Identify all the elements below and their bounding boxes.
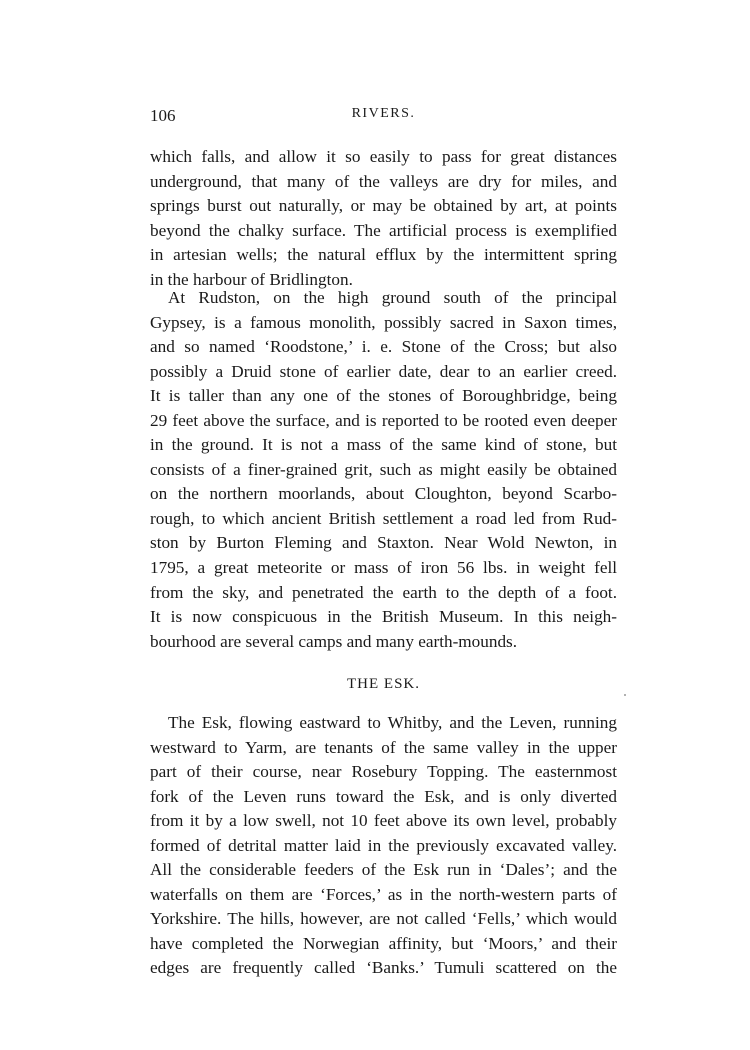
text-line: fork of the Leven runs toward the Esk, and is only diverted (150, 786, 617, 806)
text-line: springs burst out naturally, or may be obtained by art, at points (150, 196, 617, 216)
text-line: in the ground. It is not a mass of the same kind of stone, but (150, 435, 617, 455)
running-title: RIVERS. (351, 106, 416, 121)
text-line: beyond the chalky surface. The artificial process is exemplified (150, 220, 617, 240)
text-line: It is now conspicuous in the British Museum. In this neigh- (150, 607, 617, 627)
running-head (150, 106, 617, 128)
text-line: and so named ‘Roodstone,’ i. e. Stone of the Cross; but also (150, 337, 617, 357)
text-line: on the northern moorlands, about Cloughton, beyond Scarbo- (150, 484, 617, 504)
text-line: waterfalls on them are ‘Forces,’ as in the north-western parts of (150, 884, 617, 904)
text-line: formed of detrital matter laid in the previously excavated valley. (150, 835, 617, 855)
text-line: bourhood are several camps and many earth-mounds. (150, 631, 518, 651)
text-line: 29 feet above the surface, and is reported to be rooted even deeper (150, 410, 617, 430)
text-line: Yorkshire. The hills, however, are not called ‘Fells,’ which would (150, 909, 617, 929)
text-line: consists of a finer-grained grit, such as might easily be obtained (150, 459, 617, 479)
text-line: At Rudston, on the high ground south of the principal (168, 288, 617, 307)
text-line: which falls, and allow it so easily to pass for great distances (150, 147, 617, 166)
section-heading: THE ESK. (347, 676, 420, 692)
text-line: rough, to which ancient British settlement a road led from Rud- (150, 508, 617, 528)
paper-speck (624, 694, 626, 696)
text-line: part of their course, near Rosebury Topping. The easternmost (150, 762, 617, 782)
text-line: in the harbour of Bridlington. (150, 269, 353, 289)
text-line: westward to Yarm, are tenants of the same valley in the upper (150, 737, 617, 757)
paragraph-esk (150, 711, 617, 981)
text-line: have completed the Norwegian affinity, but ‘Moors,’ and their (150, 933, 617, 953)
text-line: from it by a low swell, not 10 feet above its own level, probably (150, 811, 617, 831)
text-line: It is taller than any one of the stones of Boroughbridge, being (150, 386, 617, 406)
page-number: 106 (150, 106, 176, 125)
text-line: underground, that many of the valleys are dry for miles, and (150, 171, 617, 191)
text-line: All the considerable feeders of the Esk run in ‘Dales’; and the (150, 860, 617, 880)
text-line: from the sky, and penetrated the earth to the depth of a foot. (150, 582, 617, 602)
text-line: 1795, a great meteorite or mass of iron 56 lbs. in weight fell (150, 558, 617, 578)
text-line: The Esk, flowing eastward to Whitby, and the Leven, running (168, 713, 617, 732)
paragraph-continuation (150, 145, 617, 292)
text-line: possibly a Druid stone of earlier date, dear to an earlier creed. (150, 361, 617, 381)
text-line: Gypsey, is a famous monolith, possibly sacred in Saxon times, (150, 312, 617, 332)
paragraph-rudston (150, 286, 617, 654)
text-line: in artesian wells; the natural efflux by the intermittent spring (150, 245, 617, 265)
text-line: ston by Burton Fleming and Staxton. Near Wold Newton, in (150, 533, 617, 553)
text-line: edges are frequently called ‘Banks.’ Tumuli scattered on the (150, 958, 617, 978)
